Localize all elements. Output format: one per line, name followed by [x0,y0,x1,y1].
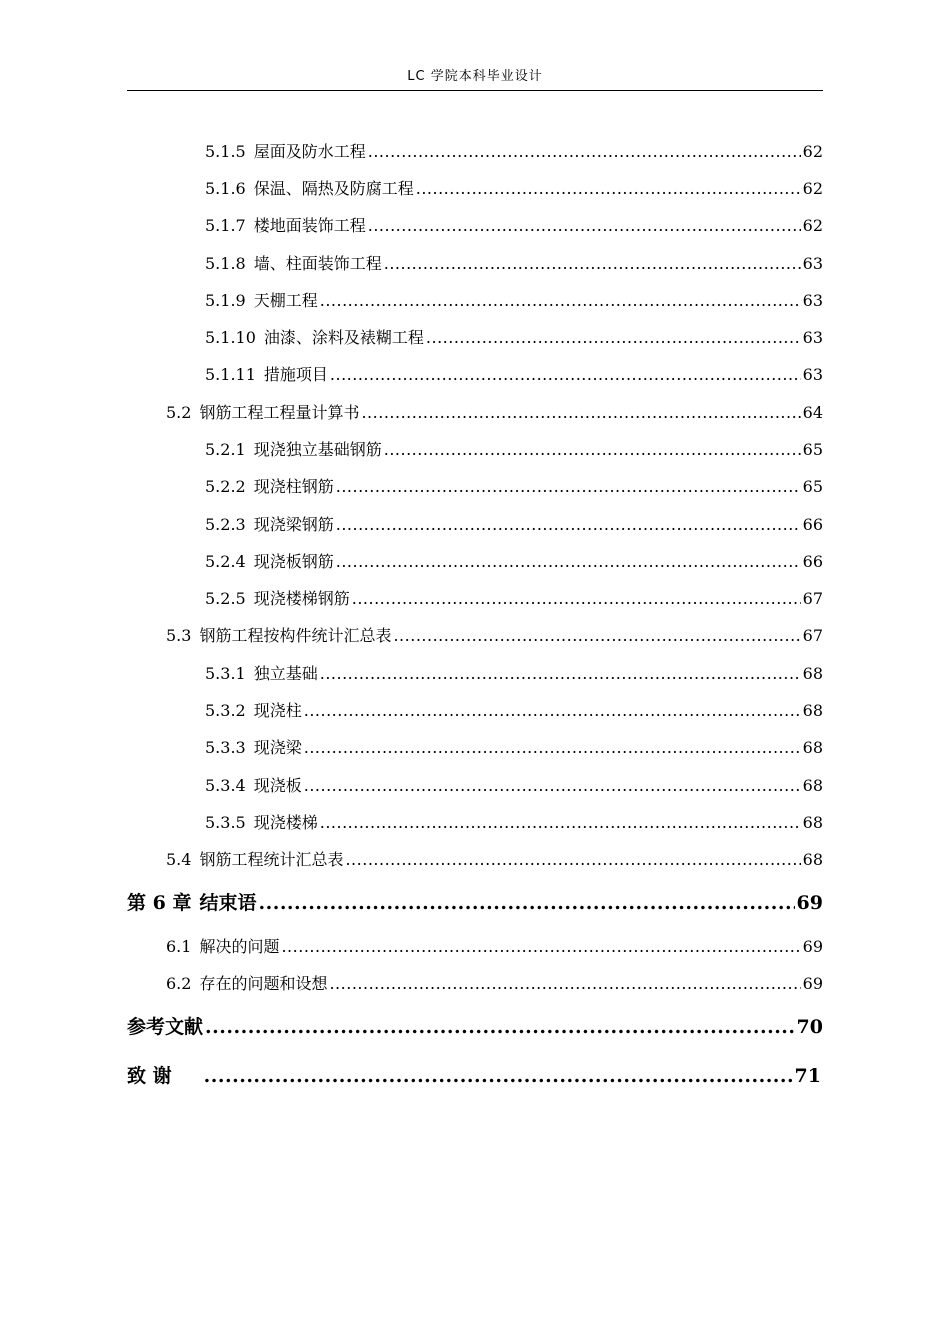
dot-leader [320,289,801,313]
toc-number: 6.2 [166,974,192,993]
dot-leader [320,662,801,686]
dot-leader [384,438,801,462]
toc-entry[interactable] [205,140,823,164]
dot-leader [304,736,801,760]
dot-leader [320,811,801,835]
dot-leader [368,214,801,238]
toc-chapter-entry[interactable] [127,1062,821,1090]
toc-entry[interactable] [205,736,823,760]
toc-entry[interactable] [205,177,823,201]
toc-title: 钢筋工程按构件统计汇总表 [199,626,392,645]
toc-page-number: 70 [796,1016,823,1038]
toc-page-number: 63 [802,365,823,384]
toc-page-number: 69 [802,974,823,993]
toc-number: 5.3 [166,626,192,645]
toc-title: 现浇独立基础钢筋 [253,440,382,459]
dot-leader [281,935,800,959]
toc-entry[interactable] [205,214,823,238]
toc-entry[interactable] [166,972,823,996]
toc-entry[interactable] [205,811,823,835]
toc-title: 钢筋工程工程量计算书 [199,403,360,422]
toc-page-number: 66 [802,552,823,571]
toc-title: 解决的问题 [199,937,280,956]
toc-title: 现浇板钢筋 [253,552,334,571]
dot-leader [352,587,801,611]
dot-leader [336,513,801,537]
toc-page-number: 63 [802,254,823,273]
toc-title: 结束语 [199,892,257,914]
toc-number: 5.1.6 [205,179,246,198]
toc-entry[interactable] [205,550,823,574]
toc-title: 楼地面装饰工程 [253,216,366,235]
toc-page-number: 62 [802,179,823,198]
toc-page-number: 68 [802,776,823,795]
dot-leader [426,326,801,350]
toc-number: 5.1.9 [205,291,246,310]
toc-number: 5.1.7 [205,216,246,235]
dot-leader [336,475,801,499]
toc-number: 5.2.5 [205,589,246,608]
toc-entry[interactable] [205,513,823,537]
toc-title: 独立基础 [253,664,318,683]
toc-title: 现浇梁 [253,738,302,757]
dot-leader [205,1013,795,1041]
toc-entry[interactable] [205,774,823,798]
toc-page-number: 68 [802,738,823,757]
toc-number: 5.3.1 [205,664,246,683]
dot-leader [329,972,800,996]
toc-page-number: 64 [802,403,823,422]
toc-title: 屋面及防水工程 [253,142,366,161]
toc-chapter-entry[interactable] [127,889,823,917]
toc-page-number: 66 [802,515,823,534]
toc-entry[interactable] [205,252,823,276]
toc-page-number: 69 [802,937,823,956]
toc-entry[interactable] [166,401,823,425]
toc-entry[interactable] [205,475,823,499]
toc-page-number: 63 [802,291,823,310]
toc-number: 5.4 [166,850,192,869]
toc-page-number: 62 [802,216,823,235]
toc-entry[interactable] [205,662,823,686]
toc-page-number: 65 [802,440,823,459]
toc-number: 5.2.2 [205,477,246,496]
toc-number: 5.1.5 [205,142,246,161]
toc-entry[interactable] [205,587,823,611]
toc-title: 保温、隔热及防腐工程 [253,179,414,198]
header-title: LC 学院本科毕业设计 [407,69,543,84]
toc-page-number: 68 [802,813,823,832]
toc-number: 6.1 [166,937,192,956]
toc-entry[interactable] [205,699,823,723]
toc-page-number: 68 [802,850,823,869]
toc-page-number: 67 [802,589,823,608]
toc-title: 钢筋工程统计汇总表 [199,850,344,869]
toc-title: 墙、柱面装饰工程 [253,254,382,273]
toc-page-number: 62 [802,142,823,161]
toc-page-number: 69 [796,892,823,914]
dot-leader [416,177,801,201]
toc-entry[interactable] [166,935,823,959]
toc-entry[interactable] [205,289,823,313]
toc-chapter-entry[interactable] [127,1013,823,1041]
toc-number: 5.2.1 [205,440,246,459]
toc-page-number: 63 [802,328,823,347]
toc-page-number: 68 [802,701,823,720]
toc-entry[interactable] [205,438,823,462]
toc-number: 5.1.8 [205,254,246,273]
toc-number: 5.3.3 [205,738,246,757]
dot-leader [330,363,801,387]
toc-title: 措施项目 [263,365,328,384]
toc-number: 5.3.5 [205,813,246,832]
toc-page-number: 65 [802,477,823,496]
toc-number: 5.1.10 [205,328,256,347]
toc-title: 致 谢 [127,1065,172,1087]
toc-number: 5.2.3 [205,515,246,534]
dot-leader [384,252,801,276]
toc-page-number: 67 [802,626,823,645]
toc-title: 油漆、涂料及裱糊工程 [263,328,424,347]
dot-leader [345,848,800,872]
toc-title: 天棚工程 [253,291,318,310]
dot-leader [304,774,801,798]
dot-leader [361,401,800,425]
toc-number: 5.1.11 [205,365,256,384]
dot-leader [393,624,800,648]
toc-title: 现浇楼梯 [253,813,318,832]
dot-leader [368,140,801,164]
dot-leader [304,699,801,723]
toc-title: 现浇柱 [253,701,302,720]
dot-leader [336,550,801,574]
toc-entry[interactable] [205,326,823,350]
toc-entry[interactable] [166,848,823,872]
dot-leader [204,1062,793,1090]
toc-page-number: 71 [794,1065,821,1087]
toc-number: 5.2 [166,403,192,422]
toc-entry[interactable] [166,624,823,648]
page-header [127,66,823,91]
toc-title: 现浇板 [253,776,302,795]
toc-title: 参考文献 [127,1016,204,1038]
toc-title: 存在的问题和设想 [199,974,328,993]
toc-entry[interactable] [205,363,823,387]
toc-number: 5.2.4 [205,552,246,571]
toc-number: 第 6 章 [127,892,192,914]
toc-title: 现浇楼梯钢筋 [253,589,350,608]
toc-number: 5.3.4 [205,776,246,795]
toc-title: 现浇柱钢筋 [253,477,334,496]
toc-number: 5.3.2 [205,701,246,720]
dot-leader [258,889,794,917]
toc-page-number: 68 [802,664,823,683]
toc-title: 现浇梁钢筋 [253,515,334,534]
